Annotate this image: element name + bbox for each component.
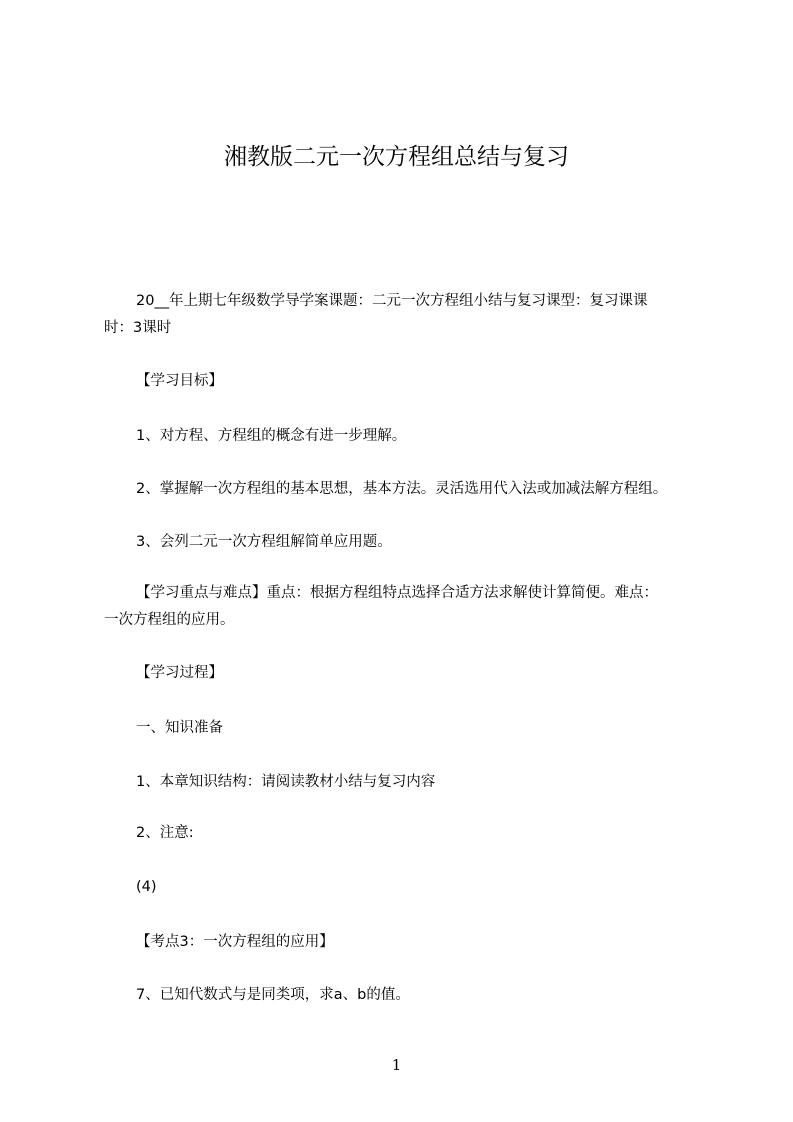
intro-paragraph-line-2: 时：3课时 [104,320,172,336]
key-points-text-line-1: 【学习重点与难点】重点：根据方程组特点选择合适方法求解使计算简便。难点： [136,585,658,601]
section-knowledge-preparation [104,713,704,743]
item-4-text: (4) [136,879,157,895]
learning-goals-heading-text: 【学习目标】 [136,373,223,389]
key-points-paragraph-line-2: 一次方程组的应用。 [104,612,235,628]
goal-item-1 [104,421,704,451]
item-chapter-structure-text: 1、本章知识结构：请阅读教材小结与复习内容 [136,774,436,790]
goal-item-2-text: 2、掌握解一次方程组的基本思想，基本方法。灵活选用代入法或加减法解方程组。 [136,481,668,497]
learning-process-heading [104,658,704,688]
section-knowledge-preparation-text: 一、知识准备 [136,720,223,736]
learning-process-heading-text: 【学习过程】 [136,665,223,681]
question-7 [104,980,704,1010]
item-chapter-structure [104,767,704,797]
item-note-text: 2、注意: [136,825,194,841]
page-number: 1 [391,1056,402,1074]
goal-item-2 [104,474,704,504]
goal-item-3 [104,527,704,557]
goal-item-3-text: 3、会列二元一次方程组解简单应用题。 [136,534,392,550]
item-4 [104,872,704,902]
intro-paragraph-line-1 [104,286,704,316]
item-note [104,818,704,848]
exam-point-3-heading-text: 【考点3：一次方程组的应用】 [136,934,334,950]
learning-goals-heading [104,366,704,396]
key-points-paragraph-line-1 [104,578,704,608]
question-7-text: 7、已知代数式与是同类项，求a、b的值。 [136,987,410,1003]
intro-text-line-1: 20__年上期七年级数学导学案课题：二元一次方程组小结与复习课型：复习课课 [136,293,648,309]
exam-point-3-heading [104,927,704,957]
goal-item-1-text: 1、对方程、方程组的概念有进一步理解。 [136,428,407,444]
document-title: 湘教版二元一次方程组总结与复习 [224,144,569,170]
